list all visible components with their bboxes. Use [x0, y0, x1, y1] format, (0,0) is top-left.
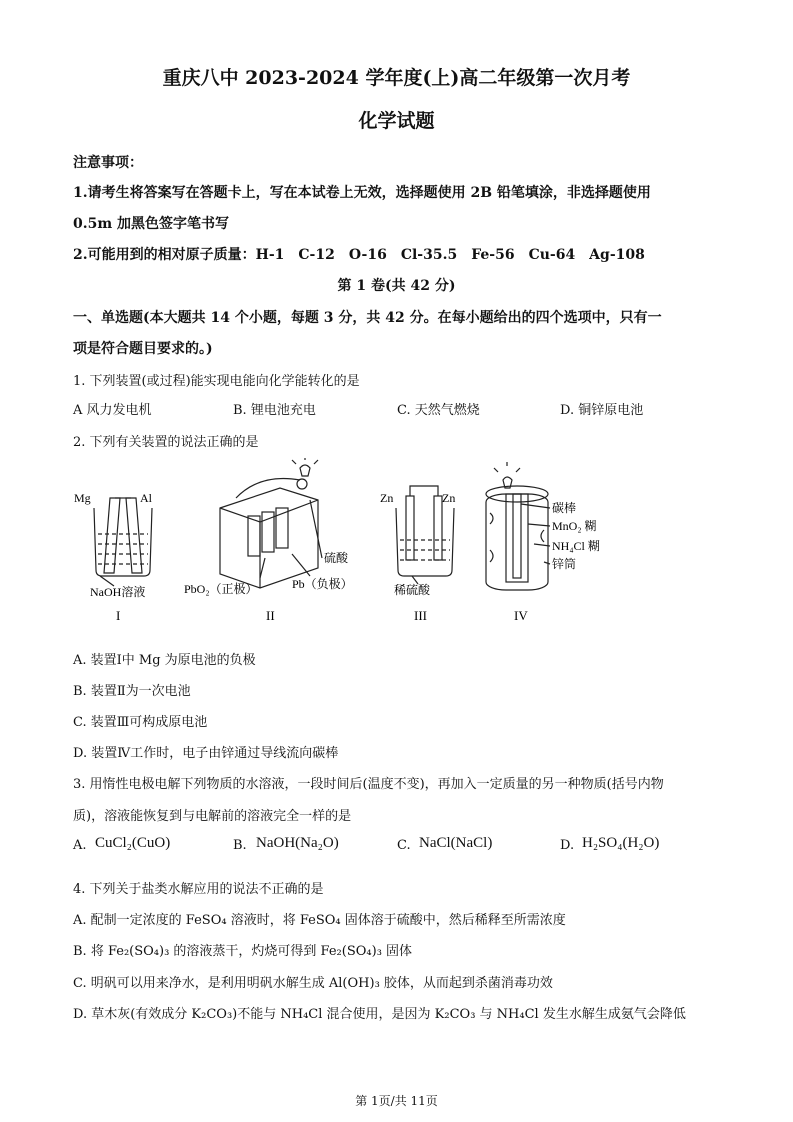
device-3-beaker	[396, 508, 454, 576]
question-3-option-d-formula: H₂SO₄(H₂O)	[582, 835, 660, 851]
device-4-zinc-label: 锌筒	[552, 557, 577, 571]
question-4-option-a: A. 配制一定浓度的 FeSO₄ 溶液时，将 FeSO₄ 固体溶于硫酸中，然后稀释至所需浓度	[73, 913, 566, 928]
question-3-option-c-formula: NaCl(NaCl)	[419, 835, 493, 851]
question-3-option-b-letter: B.	[233, 838, 247, 853]
device-1-mg-label: Mg	[74, 491, 91, 505]
battery-devices-figure	[60, 458, 660, 633]
device-1-roman: I	[116, 608, 121, 623]
notice-heading: 注意事项：	[73, 155, 143, 171]
question-4-option-b: B. 将 Fe₂(SO₄)₃ 的溶液蒸干，灼烧可得到 Fe₂(SO₄)₃ 固体	[73, 944, 413, 959]
question-3-option-a-letter: A.	[73, 838, 87, 853]
device-3-zn-label-1: Zn	[380, 491, 394, 505]
device-1-al-electrode	[126, 498, 142, 573]
device-2-battery-case	[220, 488, 318, 588]
device-2-acid-label: 硫酸	[324, 551, 349, 565]
device-3-solution-label: 稀硫酸	[394, 583, 431, 597]
device-3-zn-label-2: Zn	[442, 491, 456, 505]
device-4-carbon-label: 碳棒	[552, 501, 577, 515]
question-3-stem: 3. 用惰性电极电解下列物质的水溶液，一段时间后(温度不变)，再加入一定质量的另一种物质(括号内物	[73, 777, 664, 792]
question-2-option-d: D. 装置Ⅳ工作时，电子由锌通过导线流向碳棒	[73, 746, 339, 761]
question-1-option-c: C. 天然气燃烧	[397, 403, 480, 418]
question-3-option-b-formula: NaOH(Na₂O)	[256, 835, 339, 851]
question-3-stem-cont: 质)，溶液能恢复到与电解前的溶液完全一样的是	[73, 809, 352, 824]
device-1-mg-electrode	[104, 498, 120, 573]
question-1-stem: 1. 下列装置(或过程)能实现电能向化学能转化的是	[73, 374, 360, 389]
device-1-beaker	[94, 508, 152, 576]
notice-item-1-cont: 0.5m 加黑色签字笔书写	[73, 216, 230, 232]
question-2-option-a: A. 装置Ⅰ中 Mg 为原电池的负极	[73, 653, 256, 668]
device-4-mno2-label: MnO₂ 糊	[552, 519, 597, 533]
device-4-carbon-rod	[513, 494, 521, 578]
question-4-stem: 4. 下列关于盐类水解应用的说法不正确的是	[73, 882, 324, 897]
question-4-option-d: D. 草木灰(有效成分 K₂CO₃)不能与 NH₄Cl 混合使用，是因为 K₂CO₃ 与 NH₄Cl 发生水解生成氨气会降低	[73, 1007, 686, 1022]
device-2-roman: II	[266, 608, 275, 623]
question-1-option-a: A 风力发电机	[73, 403, 152, 418]
question-2-stem: 2. 下列有关装置的说法正确的是	[73, 435, 259, 450]
question-1-option-b: B. 锂电池充电	[233, 403, 316, 418]
exam-subject: 化学试题	[358, 110, 435, 132]
part-heading-cont: 项是符合题目要求的。)	[73, 341, 213, 357]
question-3-option-a-formula: CuCl₂(CuO)	[95, 835, 171, 851]
exam-title: 重庆八中 2023-2024 学年度(上)高二年级第一次月考	[162, 67, 631, 89]
volume-heading: 第 1 卷(共 42 分)	[337, 278, 456, 294]
question-1-option-d: D. 铜锌原电池	[560, 403, 644, 418]
device-4-roman: IV	[514, 608, 528, 623]
notice-item-2: 2.可能用到的相对原子质量：H-1 C-12 O-16 Cl-35.5 Fe-56 Cu-64 Ag-108	[73, 247, 645, 263]
question-4-option-c: C. 明矾可以用来净水，是利用明矾水解生成 Al(OH)₃ 胶体，从而起到杀菌消毒功效	[73, 976, 553, 991]
device-2-wire	[236, 478, 300, 498]
notice-item-1: 1.请考生将答案写在答题卡上，写在本试卷上无效，选择题使用 2B 铅笔填涂，非选择题使用	[73, 185, 651, 201]
device-3-roman: III	[414, 608, 427, 623]
device-4-zinc-can	[486, 494, 548, 590]
device-1-solution-label: NaOH溶液	[90, 585, 146, 599]
device-1-al-label: Al	[140, 491, 152, 505]
page-footer: 第 1页/共 11页	[355, 1094, 438, 1108]
question-2-option-c: C. 装置Ⅲ可构成原电池	[73, 715, 208, 730]
device-2-bulb-icon	[300, 465, 310, 476]
question-3-option-d-letter: D.	[560, 838, 575, 853]
question-2-option-b: B. 装置Ⅱ为一次电池	[73, 684, 191, 699]
device-2-pbo2-label: PbO₂（正极）	[184, 582, 258, 596]
device-4-nh4cl-label: NH₄Cl 糊	[552, 539, 600, 553]
part-heading: 一、单选题(本大题共 14 个小题，每题 3 分，共 42 分。在每小题给出的四个选项中，只有一	[73, 310, 662, 326]
device-2-pb-label: Pb（负极）	[292, 577, 353, 591]
question-3-option-c-letter: C.	[397, 838, 411, 853]
